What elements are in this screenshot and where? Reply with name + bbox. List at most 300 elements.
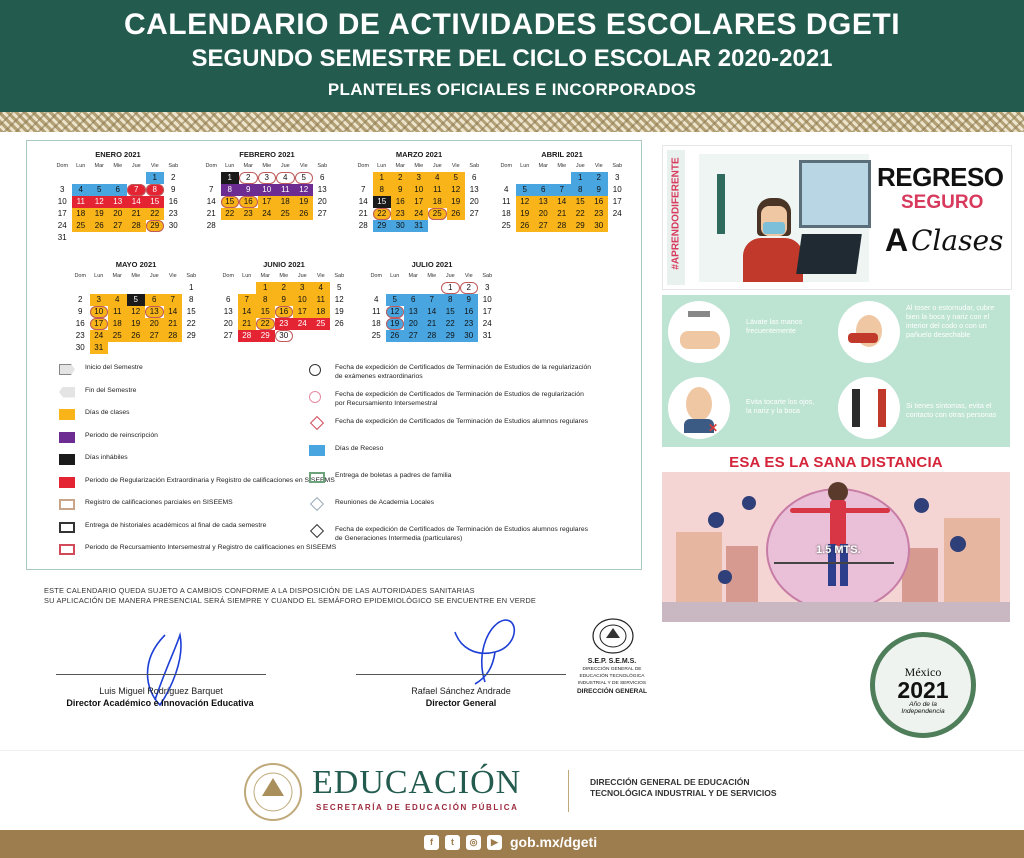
legend-label: Días de clases bbox=[85, 409, 130, 416]
day-cell: 12 bbox=[127, 306, 146, 318]
day-cell: 18 bbox=[428, 196, 447, 208]
day-cell: 2 bbox=[78, 295, 83, 304]
sep-eagle-seal-icon bbox=[590, 616, 636, 656]
day-cell: 13 bbox=[404, 306, 423, 318]
legend-item bbox=[59, 498, 339, 521]
day-cell: 27 bbox=[469, 209, 479, 218]
day-cell: 4 bbox=[312, 282, 331, 294]
day-cell: 10 bbox=[612, 185, 622, 194]
dgeti-line-2: TECNOLÓGICA INDUSTRIAL Y DE SERVICIOS bbox=[590, 788, 777, 798]
day-cell: 3 bbox=[410, 172, 429, 184]
legend-label: Fin del Semestre bbox=[85, 386, 137, 394]
day-cell: 23 bbox=[391, 208, 410, 220]
day-cell: 17 bbox=[293, 306, 312, 318]
day-cell: 22 bbox=[571, 208, 590, 220]
legend-swatch-icon bbox=[59, 364, 75, 375]
weekday-label: Vie bbox=[464, 273, 473, 279]
day-cell: 5 bbox=[337, 283, 342, 292]
day-cell: 23 bbox=[275, 318, 294, 330]
day-cell: 24 bbox=[57, 221, 67, 230]
day-cell: 10 bbox=[410, 184, 429, 196]
day-cell: 20 bbox=[109, 208, 128, 220]
weekday-label: Mar bbox=[243, 163, 253, 169]
day-cell: 29 bbox=[373, 220, 392, 232]
day-cell: 24 bbox=[258, 208, 277, 220]
seal-mexico: México bbox=[904, 665, 942, 679]
legend-swatch-icon bbox=[309, 364, 321, 376]
day-cell: 27 bbox=[404, 330, 423, 342]
day-cell: 15 bbox=[441, 306, 460, 318]
weekday-label: Mie bbox=[279, 273, 289, 279]
legend-label: Periodo de Recursamiento Intersemestral y Registro de calificaciones en SISEEMS bbox=[85, 544, 337, 551]
weekday-label: Mar bbox=[260, 273, 270, 279]
day-cell: 17 bbox=[482, 307, 492, 316]
legend-label: Días inhábiles bbox=[85, 454, 128, 461]
month-calendar bbox=[354, 149, 484, 232]
weekday-label: Lun bbox=[225, 163, 235, 169]
day-cell: 24 bbox=[612, 209, 622, 218]
empty-cell bbox=[516, 172, 535, 184]
legend-swatch-icon bbox=[59, 522, 75, 533]
day-cell: 18 bbox=[371, 319, 381, 328]
legend-item bbox=[59, 431, 339, 454]
day-cell: 2 bbox=[460, 282, 479, 294]
day-cell: 25 bbox=[72, 220, 91, 232]
day-cell: 4 bbox=[72, 184, 91, 196]
day-cell: 7 bbox=[423, 294, 442, 306]
day-cell: 6 bbox=[404, 294, 423, 306]
empty-cell bbox=[127, 172, 146, 184]
weekday-label: Jue bbox=[131, 163, 141, 169]
day-cell: 21 bbox=[358, 209, 368, 218]
dgeti-line-1: DIRECCIÓN GENERAL DE EDUCACIÓN bbox=[590, 777, 750, 787]
day-cell: 24 bbox=[482, 319, 492, 328]
empty-cell bbox=[367, 282, 386, 294]
legend-item bbox=[59, 521, 339, 544]
weekday-label: Mie bbox=[131, 273, 141, 279]
day-cell: 6 bbox=[145, 294, 164, 306]
day-cell: 17 bbox=[57, 209, 67, 218]
disclaimer-line-1: ESTE CALENDARIO QUEDA SUJETO A CAMBIOS CONFORME A LA DISPOSICIÓN DE LAS AUTORIDADES SANITARIAS bbox=[44, 586, 475, 595]
day-cell: 11 bbox=[276, 184, 295, 196]
instagram-icon[interactable]: ◎ bbox=[466, 835, 481, 850]
day-cell: 25 bbox=[312, 318, 331, 330]
empty-cell bbox=[145, 282, 164, 294]
weekday-label: Mar bbox=[94, 163, 104, 169]
weekday-label: Lun bbox=[94, 273, 104, 279]
day-cell: 16 bbox=[75, 319, 85, 328]
legend-right bbox=[309, 363, 639, 563]
page-tagline: PLANTELES OFICIALES E INCORPORADOS bbox=[327, 80, 697, 99]
virus-icon bbox=[950, 536, 966, 552]
legend-item bbox=[309, 525, 639, 552]
empty-cell bbox=[164, 282, 183, 294]
day-cell: 16 bbox=[590, 196, 609, 208]
empty-cell bbox=[72, 172, 91, 184]
day-cell: 10 bbox=[293, 294, 312, 306]
day-cell: 22 bbox=[256, 318, 275, 330]
day-cell: 22 bbox=[373, 208, 392, 220]
day-cell: 14 bbox=[127, 196, 146, 208]
weekday-label: Mar bbox=[112, 273, 122, 279]
seal-year: 2021 bbox=[897, 677, 949, 703]
day-cell: 9 bbox=[590, 184, 609, 196]
stamp-text bbox=[568, 658, 656, 695]
day-cell: 21 bbox=[553, 208, 572, 220]
day-cell: 6 bbox=[534, 184, 553, 196]
legend-swatch-icon bbox=[310, 524, 324, 538]
day-cell: 24 bbox=[90, 330, 109, 342]
day-cell: 15 bbox=[571, 196, 590, 208]
weekday-label: Dom bbox=[500, 163, 513, 169]
day-cell: 29 bbox=[256, 330, 275, 342]
day-cell: 18 bbox=[108, 318, 127, 330]
weekday-label: Dom bbox=[205, 163, 218, 169]
legend-swatch-icon bbox=[59, 477, 75, 488]
day-cell: 25 bbox=[276, 208, 295, 220]
day-cell: 27 bbox=[223, 331, 233, 340]
empty-cell bbox=[404, 282, 423, 294]
legend-item bbox=[309, 417, 639, 444]
weekday-label: Sab bbox=[612, 163, 623, 169]
weekday-label: Mie bbox=[113, 163, 123, 169]
day-cell: 20 bbox=[469, 197, 479, 206]
day-cell: 14 bbox=[358, 197, 368, 206]
clases-text: Clases bbox=[911, 224, 1004, 257]
weekday-label: Sab bbox=[186, 273, 197, 279]
day-cell: 20 bbox=[145, 318, 164, 330]
empty-cell bbox=[127, 282, 146, 294]
day-cell: 12 bbox=[334, 295, 344, 304]
disclaimer-line-2: SU APLICACIÓN DE MANERA PRESENCIAL SERÁ SIEMPRE Y CUANDO EL SEMÁFORO EPIDEMIOLÓGICO SE ENCUENTRE EN VERDE bbox=[44, 596, 537, 605]
empty-cell bbox=[108, 282, 127, 294]
day-cell: 21 bbox=[238, 318, 257, 330]
day-cell: 27 bbox=[145, 330, 164, 342]
weekday-label: Lun bbox=[242, 273, 252, 279]
day-cell: 19 bbox=[90, 208, 109, 220]
day-cell: 19 bbox=[127, 318, 146, 330]
signatory-1-name: Luis Miguel Rodríguez Barquet bbox=[99, 686, 223, 696]
day-cell: 6 bbox=[109, 184, 128, 196]
weekday-label: Sab bbox=[482, 273, 493, 279]
regreso-seguro-poster bbox=[662, 145, 1012, 290]
empty-cell bbox=[497, 172, 516, 184]
signature-line-2 bbox=[356, 674, 566, 675]
weekday-label: Jue bbox=[575, 163, 585, 169]
distance-label: 1.5 MTS. bbox=[816, 544, 861, 556]
day-cell: 5 bbox=[516, 184, 535, 196]
day-cell: 22 bbox=[221, 208, 240, 220]
day-cell: 23 bbox=[168, 209, 178, 218]
day-cell: 29 bbox=[571, 220, 590, 232]
weekday-label: Lun bbox=[520, 163, 530, 169]
legend-swatch-icon bbox=[310, 416, 324, 430]
legend-label: Entrega de boletas a padres de familia bbox=[335, 472, 452, 479]
empty-cell bbox=[219, 282, 238, 294]
legend-swatch-icon bbox=[59, 432, 75, 443]
weekday-label: Jue bbox=[280, 163, 290, 169]
calendar-box bbox=[26, 140, 642, 570]
day-cell: 2 bbox=[275, 282, 294, 294]
day-cell: 3 bbox=[293, 282, 312, 294]
weekday-label: Vie bbox=[168, 273, 177, 279]
month-name: FEBRERO 2021 bbox=[239, 150, 295, 159]
legend-label: Periodo de Regularización Extraordinaria y Registro de calificaciones en SISEEMS bbox=[85, 476, 335, 484]
empty-cell bbox=[90, 172, 109, 184]
day-cell: 5 bbox=[295, 172, 314, 184]
day-cell: 29 bbox=[186, 331, 196, 340]
day-cell: 19 bbox=[295, 196, 314, 208]
day-cell: 26 bbox=[386, 330, 405, 342]
signature-line-1 bbox=[56, 674, 266, 675]
weekday-label: Vie bbox=[451, 163, 460, 169]
day-cell: 6 bbox=[226, 295, 231, 304]
month-calendar bbox=[202, 149, 332, 232]
day-cell: 10 bbox=[258, 184, 277, 196]
day-cell: 3 bbox=[615, 173, 620, 182]
day-cell: 12 bbox=[447, 184, 466, 196]
day-cell: 22 bbox=[441, 318, 460, 330]
social-icons bbox=[424, 835, 502, 850]
signature-2-icon bbox=[445, 612, 525, 687]
day-cell: 14 bbox=[206, 197, 216, 206]
day-cell: 28 bbox=[164, 330, 183, 342]
day-cell: 26 bbox=[334, 319, 344, 328]
day-cell: 28 bbox=[206, 221, 216, 230]
legend-swatch-icon bbox=[309, 472, 325, 483]
day-cell: 7 bbox=[361, 185, 366, 194]
day-cell: 13 bbox=[109, 196, 128, 208]
day-cell: 23 bbox=[460, 318, 479, 330]
legend-item bbox=[59, 543, 339, 566]
day-cell: 3 bbox=[60, 185, 65, 194]
month-calendar bbox=[71, 259, 201, 354]
virus-icon bbox=[742, 496, 756, 510]
day-cell: 9 bbox=[460, 294, 479, 306]
day-cell: 28 bbox=[423, 330, 442, 342]
legend-label: Fecha de expedición de Certificados de Terminación de Estudios alumnos regulares de Generaciones Intermedia (particulares) bbox=[335, 526, 589, 542]
weekday-label: Mar bbox=[408, 273, 418, 279]
day-cell: 18 bbox=[312, 306, 331, 318]
day-cell: 25 bbox=[501, 221, 511, 230]
day-cell: 28 bbox=[127, 220, 146, 232]
day-cell: 30 bbox=[75, 343, 85, 352]
day-cell: 5 bbox=[90, 184, 109, 196]
legend-item bbox=[309, 471, 639, 498]
weekday-label: Jue bbox=[432, 163, 442, 169]
mexico-2021-seal bbox=[870, 632, 976, 738]
day-cell: 7 bbox=[209, 185, 214, 194]
day-cell: 11 bbox=[502, 197, 511, 206]
header-banner bbox=[0, 0, 1024, 112]
student-illustration bbox=[699, 154, 869, 282]
day-cell: 25 bbox=[428, 208, 447, 220]
day-cell: 7 bbox=[238, 294, 257, 306]
hashtag-text: #APRENDODIFERENTE bbox=[670, 157, 682, 270]
day-cell: 18 bbox=[276, 196, 295, 208]
day-cell: 31 bbox=[90, 342, 109, 354]
weekday-label: Mar bbox=[395, 163, 405, 169]
day-cell: 27 bbox=[534, 220, 553, 232]
day-cell: 30 bbox=[391, 220, 410, 232]
day-cell: 22 bbox=[186, 319, 196, 328]
distancia-title: ESA ES LA SANA DISTANCIA bbox=[729, 454, 943, 471]
month-calendar bbox=[219, 259, 349, 342]
month-name: JUNIO 2021 bbox=[263, 260, 305, 269]
weekday-label: Lun bbox=[76, 163, 86, 169]
tip-2: Al toser o estornudar, cubre bien la boca y nariz con el interior del codo o con un pañuelo desechable bbox=[906, 303, 995, 339]
day-cell: 16 bbox=[168, 197, 178, 206]
day-cell: 14 bbox=[238, 306, 257, 318]
day-cell: 29 bbox=[146, 220, 165, 232]
weekday-label: Mie bbox=[557, 163, 567, 169]
legend-swatch-icon bbox=[59, 454, 75, 465]
day-cell: 4 bbox=[504, 185, 509, 194]
tip-4: Si tienes síntomas, evita el contacto con otras personas bbox=[906, 401, 997, 419]
legend-item bbox=[59, 363, 339, 386]
day-cell: 5 bbox=[386, 294, 405, 306]
legend-swatch-icon bbox=[310, 497, 324, 511]
empty-cell bbox=[553, 172, 572, 184]
day-cell: 30 bbox=[275, 330, 294, 342]
day-cell: 25 bbox=[108, 330, 127, 342]
weekday-label: Sab bbox=[317, 163, 328, 169]
empty-cell bbox=[354, 172, 373, 184]
a-text: A bbox=[885, 222, 909, 258]
day-cell: 9 bbox=[275, 294, 294, 306]
day-cell: 13 bbox=[317, 185, 327, 194]
weekday-label: Dom bbox=[357, 163, 370, 169]
legend-label: Entrega de historiales académicos al final de cada semestre bbox=[85, 521, 267, 529]
day-cell: 7 bbox=[127, 184, 146, 196]
stamp-line-2: DIRECCIÓN GENERAL DE EDUCACIÓN TECNOLÓGICA INDUSTRIAL Y DE SERVICIOS bbox=[577, 667, 647, 686]
day-cell: 9 bbox=[78, 307, 83, 316]
day-cell: 3 bbox=[90, 294, 109, 306]
day-cell: 13 bbox=[223, 307, 233, 316]
empty-cell bbox=[90, 282, 109, 294]
day-cell: 3 bbox=[258, 172, 277, 184]
weekday-label: Dom bbox=[370, 273, 383, 279]
mexico-coat-of-arms-icon bbox=[240, 760, 306, 824]
day-cell: 24 bbox=[410, 208, 429, 220]
legend-label: Fecha de expedición de Certificados de Terminación de Estudios alumnos regulares bbox=[335, 418, 589, 425]
weekday-label: Jue bbox=[445, 273, 455, 279]
no-touch-face-icon: ✕ bbox=[668, 377, 730, 439]
signatory-2-name: Rafael Sánchez Andrade bbox=[411, 686, 511, 696]
page-subtitle: SEGUNDO SEMESTRE DEL CICLO ESCOLAR 2020-2021 bbox=[191, 45, 833, 72]
day-cell: 9 bbox=[171, 185, 176, 194]
regreso-text: REGRESO bbox=[877, 162, 1004, 192]
youtube-icon[interactable]: ▶ bbox=[487, 835, 502, 850]
weekday-label: Dom bbox=[222, 273, 235, 279]
day-cell: 11 bbox=[372, 307, 381, 316]
day-cell: 26 bbox=[516, 220, 535, 232]
day-cell: 17 bbox=[258, 196, 277, 208]
day-cell: 30 bbox=[460, 330, 479, 342]
seguro-text: SEGURO bbox=[901, 192, 984, 213]
legend-label: Registro de calificaciones parciales en SISEEMS bbox=[85, 499, 233, 506]
weekday-label: Mie bbox=[262, 163, 272, 169]
weekday-label: Sab bbox=[168, 163, 179, 169]
empty-cell bbox=[534, 172, 553, 184]
month-name: ABRIL 2021 bbox=[541, 150, 583, 159]
dgeti-label bbox=[590, 777, 777, 799]
day-cell: 1 bbox=[571, 172, 590, 184]
day-cell: 8 bbox=[221, 184, 240, 196]
day-cell: 12 bbox=[516, 196, 535, 208]
weekday-label: Vie bbox=[316, 273, 325, 279]
day-cell: 10 bbox=[90, 306, 109, 318]
empty-cell bbox=[71, 282, 90, 294]
day-cell: 7 bbox=[164, 294, 183, 306]
day-cell: 4 bbox=[374, 295, 379, 304]
day-cell: 13 bbox=[145, 306, 164, 318]
legend-item bbox=[309, 498, 639, 525]
day-cell: 27 bbox=[109, 220, 128, 232]
day-cell: 5 bbox=[447, 172, 466, 184]
legend-item bbox=[309, 363, 639, 390]
legend-item bbox=[59, 453, 339, 476]
day-cell: 11 bbox=[428, 184, 447, 196]
seal-subtitle: Año de la Independencia bbox=[901, 701, 945, 715]
page-title: CALENDARIO DE ACTIVIDADES ESCOLARES DGETI bbox=[123, 8, 901, 41]
signatory-1-role: Director Académico e Innovación Educativa bbox=[66, 698, 254, 708]
day-cell: 23 bbox=[590, 208, 609, 220]
gob-link[interactable]: gob.mx/dgeti bbox=[510, 834, 598, 850]
day-cell: 23 bbox=[75, 331, 85, 340]
day-cell: 4 bbox=[108, 294, 127, 306]
weekday-label: Mie bbox=[427, 273, 437, 279]
day-cell: 3 bbox=[485, 283, 490, 292]
day-cell: 19 bbox=[516, 208, 535, 220]
legend-swatch-icon bbox=[59, 409, 75, 420]
day-cell: 31 bbox=[482, 331, 492, 340]
day-cell: 8 bbox=[146, 184, 165, 196]
day-cell: 27 bbox=[317, 209, 327, 218]
weekday-label: Vie bbox=[299, 163, 308, 169]
day-cell: 1 bbox=[441, 282, 460, 294]
day-cell: 12 bbox=[386, 306, 405, 318]
day-cell: 19 bbox=[334, 307, 344, 316]
legend-item bbox=[309, 444, 639, 471]
day-cell: 19 bbox=[386, 318, 405, 330]
virus-icon bbox=[708, 512, 724, 528]
educacion-logo: EDUCACIÓN bbox=[312, 764, 522, 801]
day-cell: 17 bbox=[410, 196, 429, 208]
day-cell: 30 bbox=[590, 220, 609, 232]
day-cell: 16 bbox=[239, 196, 258, 208]
weekday-label: Dom bbox=[56, 163, 69, 169]
weekday-label: Sab bbox=[469, 163, 480, 169]
twitter-icon[interactable]: t bbox=[445, 835, 460, 850]
legend-label: Días de Receso bbox=[335, 445, 384, 452]
sneeze-icon bbox=[838, 301, 900, 363]
day-cell: 7 bbox=[553, 184, 572, 196]
facebook-icon[interactable]: f bbox=[424, 835, 439, 850]
day-cell: 18 bbox=[72, 208, 91, 220]
day-cell: 1 bbox=[146, 172, 165, 184]
day-cell: 25 bbox=[371, 331, 381, 340]
day-cell: 17 bbox=[90, 318, 109, 330]
weekday-label: Vie bbox=[594, 163, 603, 169]
day-cell: 20 bbox=[317, 197, 327, 206]
day-cell: 11 bbox=[312, 294, 331, 306]
day-cell: 28 bbox=[358, 221, 368, 230]
day-cell: 8 bbox=[571, 184, 590, 196]
day-cell: 15 bbox=[373, 196, 392, 208]
day-cell: 26 bbox=[127, 330, 146, 342]
day-cell: 15 bbox=[146, 196, 165, 208]
